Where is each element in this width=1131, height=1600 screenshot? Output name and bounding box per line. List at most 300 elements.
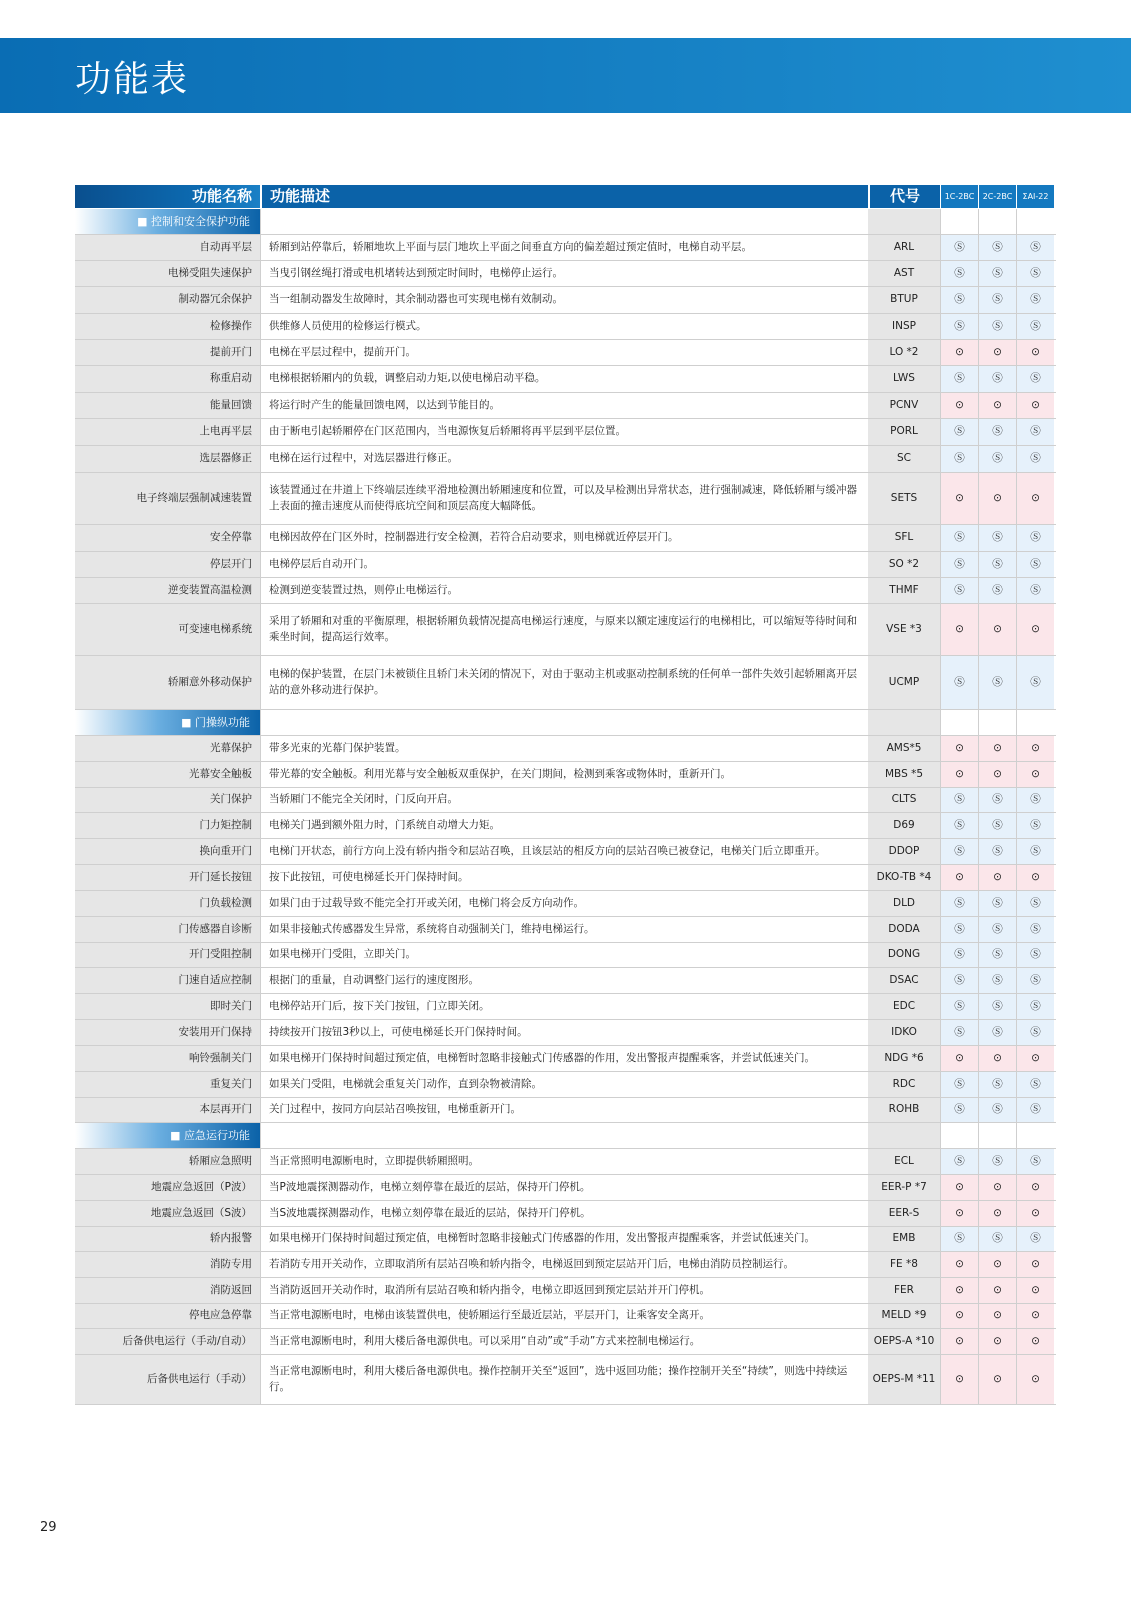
standard-mark-icon: Ⓢ: [978, 446, 1016, 472]
function-description: 电梯关门遇到额外阻力时，门系统自动增大力矩。: [260, 813, 868, 838]
function-description: 按下此按钮，可使电梯延长开门保持时间。: [260, 865, 868, 890]
function-code: BTUP: [868, 287, 940, 313]
table-row: [75, 366, 1056, 393]
function-name: 消防专用: [75, 1252, 260, 1277]
function-description: 如果电梯开门保持时间超过预定值，电梯暂时忽略非接触式门传感器的作用，发出警报声提醒乘客，并尝试低速关门。: [260, 1227, 868, 1251]
table-row: [75, 1252, 1056, 1278]
function-description: 电梯停站开门后，按下关门按钮，门立即关闭。: [260, 994, 868, 1019]
optional-mark-icon: ⊙: [978, 736, 1016, 761]
optional-mark-icon: ⊙: [1016, 762, 1054, 787]
table-row: [75, 1046, 1056, 1072]
function-description: 如果门由于过载导致不能完全打开或关闭，电梯门将会反方向动作。: [260, 891, 868, 916]
standard-mark-icon: Ⓢ: [1016, 788, 1054, 812]
standard-mark-icon: Ⓢ: [1016, 578, 1054, 603]
function-code: AST: [868, 261, 940, 286]
function-name: 门传感器自诊断: [75, 917, 260, 942]
function-description: 当一组制动器发生故障时，其余制动器也可实现电梯有效制动。: [260, 287, 868, 313]
function-code: ECL: [868, 1149, 940, 1174]
function-description: 电梯门开状态，前行方向上没有轿内指令和层站召唤，且该层站的相反方向的层站召唤已被登记，电梯关门后立即重开。: [260, 839, 868, 864]
table-row: [75, 788, 1056, 813]
optional-mark-icon: ⊙: [1016, 393, 1054, 418]
standard-mark-icon: Ⓢ: [940, 839, 978, 864]
function-description: 采用了轿厢和对重的平衡原理，根据轿厢负载情况提高电梯运行速度，与原来以额定速度运行的电梯相比，可以缩短等待时间和乘坐时间，提高运行效率。: [260, 604, 868, 655]
standard-mark-icon: Ⓢ: [1016, 1227, 1054, 1251]
function-name: 轿厢应急照明: [75, 1149, 260, 1174]
standard-mark-icon: Ⓢ: [940, 578, 978, 603]
table-row: [75, 261, 1056, 287]
section-blank: [1016, 1123, 1054, 1148]
optional-mark-icon: ⊙: [1016, 736, 1054, 761]
function-code: OEPS-A *10: [868, 1329, 940, 1354]
optional-mark-icon: ⊙: [940, 1355, 978, 1404]
optional-mark-icon: ⊙: [978, 1046, 1016, 1071]
function-name: 提前开门: [75, 340, 260, 365]
function-description: 当P波地震探测器动作，电梯立刻停靠在最近的层站，保持开门停机。: [260, 1175, 868, 1200]
section-header: [75, 710, 1056, 736]
function-description: 如果电梯开门受阻，立即关门。: [260, 943, 868, 967]
table-row: [75, 891, 1056, 917]
function-name: 开门受阻控制: [75, 943, 260, 967]
section-blank: [1016, 209, 1054, 234]
function-name: 检修操作: [75, 314, 260, 339]
function-code: DKO-TB *4: [868, 865, 940, 890]
standard-mark-icon: Ⓢ: [1016, 235, 1054, 260]
function-description: 供维修人员使用的检修运行模式。: [260, 314, 868, 339]
function-description: 当轿厢门不能完全关闭时，门反向开启。: [260, 788, 868, 812]
section-header: [75, 1123, 1056, 1149]
standard-mark-icon: Ⓢ: [940, 788, 978, 812]
table-row: [75, 1175, 1056, 1201]
function-name: 响铃强制关门: [75, 1046, 260, 1071]
header-model-3: ΣAI-22: [1016, 185, 1054, 208]
function-description: 关门过程中，按同方向层站召唤按钮，电梯重新开门。: [260, 1098, 868, 1122]
function-description: 当曳引钢丝绳打滑或电机堵转达到预定时间时，电梯停止运行。: [260, 261, 868, 286]
function-code: DSAC: [868, 968, 940, 993]
function-name: 本层再开门: [75, 1098, 260, 1122]
function-description: 检测到逆变装置过热，则停止电梯运行。: [260, 578, 868, 603]
standard-mark-icon: Ⓢ: [940, 419, 978, 445]
standard-mark-icon: Ⓢ: [1016, 552, 1054, 577]
standard-mark-icon: Ⓢ: [940, 314, 978, 339]
table-row: [75, 917, 1056, 943]
function-code: SETS: [868, 473, 940, 524]
function-code: LO *2: [868, 340, 940, 365]
standard-mark-icon: Ⓢ: [978, 366, 1016, 392]
optional-mark-icon: ⊙: [1016, 1201, 1054, 1226]
standard-mark-icon: Ⓢ: [1016, 314, 1054, 339]
table-row: [75, 1304, 1056, 1329]
standard-mark-icon: Ⓢ: [940, 994, 978, 1019]
function-code: PCNV: [868, 393, 940, 418]
optional-mark-icon: ⊙: [1016, 604, 1054, 655]
optional-mark-icon: ⊙: [940, 393, 978, 418]
function-description: 当正常照明电源断电时，立即提供轿厢照明。: [260, 1149, 868, 1174]
function-code: DLD: [868, 891, 940, 916]
standard-mark-icon: Ⓢ: [940, 287, 978, 313]
standard-mark-icon: Ⓢ: [978, 1020, 1016, 1045]
table-row: [75, 1098, 1056, 1123]
standard-mark-icon: Ⓢ: [1016, 994, 1054, 1019]
function-name: 关门保护: [75, 788, 260, 812]
section-blank: [978, 1123, 1016, 1148]
table-row: [75, 525, 1056, 552]
optional-mark-icon: ⊙: [1016, 1304, 1054, 1328]
function-code: FER: [868, 1278, 940, 1303]
optional-mark-icon: ⊙: [940, 604, 978, 655]
table-row: [75, 473, 1056, 525]
function-code: THMF: [868, 578, 940, 603]
standard-mark-icon: Ⓢ: [1016, 656, 1054, 709]
function-description: 当正常电源断电时，电梯由该装置供电，使轿厢运行至最近层站，平层开门，让乘客安全离开。: [260, 1304, 868, 1328]
optional-mark-icon: ⊙: [978, 1175, 1016, 1200]
standard-mark-icon: Ⓢ: [1016, 287, 1054, 313]
function-code: ARL: [868, 235, 940, 260]
optional-mark-icon: ⊙: [1016, 1278, 1054, 1303]
function-code: IDKO: [868, 1020, 940, 1045]
function-code: NDG *6: [868, 1046, 940, 1071]
optional-mark-icon: ⊙: [1016, 1175, 1054, 1200]
section-blank: [260, 1123, 868, 1148]
table-row: [75, 1278, 1056, 1304]
optional-mark-icon: ⊙: [940, 1252, 978, 1277]
optional-mark-icon: ⊙: [1016, 1252, 1054, 1277]
header-model-2: 2C-2BC: [978, 185, 1016, 208]
standard-mark-icon: Ⓢ: [978, 235, 1016, 260]
standard-mark-icon: Ⓢ: [978, 525, 1016, 551]
function-code: UCMP: [868, 656, 940, 709]
table-header: [75, 185, 1056, 209]
optional-mark-icon: ⊙: [1016, 865, 1054, 890]
function-name: 门负载检测: [75, 891, 260, 916]
standard-mark-icon: Ⓢ: [978, 314, 1016, 339]
optional-mark-icon: ⊙: [1016, 1046, 1054, 1071]
standard-mark-icon: Ⓢ: [1016, 968, 1054, 993]
standard-mark-icon: Ⓢ: [978, 552, 1016, 577]
standard-mark-icon: Ⓢ: [940, 656, 978, 709]
page-title: 功能表: [75, 59, 190, 100]
standard-mark-icon: Ⓢ: [940, 525, 978, 551]
function-code: EER-P *7: [868, 1175, 940, 1200]
function-name: 后备供电运行（手动/自动）: [75, 1329, 260, 1354]
table-row: [75, 446, 1056, 473]
optional-mark-icon: ⊙: [978, 1355, 1016, 1404]
standard-mark-icon: Ⓢ: [978, 839, 1016, 864]
standard-mark-icon: Ⓢ: [978, 656, 1016, 709]
standard-mark-icon: Ⓢ: [978, 968, 1016, 993]
standard-mark-icon: Ⓢ: [1016, 891, 1054, 916]
standard-mark-icon: Ⓢ: [940, 1227, 978, 1251]
standard-mark-icon: Ⓢ: [1016, 1020, 1054, 1045]
function-description: 由于断电引起轿厢停在门区范围内，当电源恢复后轿厢将再平层到平层位置。: [260, 419, 868, 445]
optional-mark-icon: ⊙: [978, 1252, 1016, 1277]
section-blank: [940, 209, 978, 234]
standard-mark-icon: Ⓢ: [978, 917, 1016, 942]
function-name: 制动器冗余保护: [75, 287, 260, 313]
optional-mark-icon: ⊙: [978, 865, 1016, 890]
standard-mark-icon: Ⓢ: [978, 891, 1016, 916]
function-description: 如果非接触式传感器发生异常，系统将自动强制关门，维持电梯运行。: [260, 917, 868, 942]
function-name: 开门延长按钮: [75, 865, 260, 890]
section-blank: [978, 209, 1016, 234]
optional-mark-icon: ⊙: [978, 762, 1016, 787]
header-code: 代号: [868, 185, 940, 208]
standard-mark-icon: Ⓢ: [940, 1020, 978, 1045]
section-blank: [1016, 710, 1054, 735]
standard-mark-icon: Ⓢ: [940, 1098, 978, 1122]
function-description: 如果关门受阻，电梯就会重复关门动作，直到杂物被清除。: [260, 1072, 868, 1097]
title-banner: [0, 38, 1131, 113]
standard-mark-icon: Ⓢ: [978, 788, 1016, 812]
standard-mark-icon: Ⓢ: [978, 994, 1016, 1019]
standard-mark-icon: Ⓢ: [940, 1072, 978, 1097]
function-description: 轿厢到站停靠后，轿厢地坎上平面与层门地坎上平面之间垂直方向的偏差超过预定值时，电梯自动平层。: [260, 235, 868, 260]
function-code: DDOP: [868, 839, 940, 864]
table-row: [75, 943, 1056, 968]
table-row: [75, 235, 1056, 261]
function-description: 带多光束的光幕门保护装置。: [260, 736, 868, 761]
optional-mark-icon: ⊙: [940, 762, 978, 787]
table-row: [75, 1020, 1056, 1046]
section-header: [75, 209, 1056, 235]
function-code: MBS *5: [868, 762, 940, 787]
standard-mark-icon: Ⓢ: [978, 287, 1016, 313]
function-description: 将运行时产生的能量回馈电网，以达到节能目的。: [260, 393, 868, 418]
standard-mark-icon: Ⓢ: [940, 446, 978, 472]
function-code: SO *2: [868, 552, 940, 577]
standard-mark-icon: Ⓢ: [940, 943, 978, 967]
table-row: [75, 1329, 1056, 1355]
header-name: 功能名称: [75, 185, 260, 208]
section-blank: [868, 1123, 940, 1148]
function-name: 电梯受阻失速保护: [75, 261, 260, 286]
table-row: [75, 1201, 1056, 1227]
function-name: 后备供电运行（手动）: [75, 1355, 260, 1404]
function-name: 安全停靠: [75, 525, 260, 551]
optional-mark-icon: ⊙: [940, 340, 978, 365]
optional-mark-icon: ⊙: [940, 1304, 978, 1328]
function-name: 换向重开门: [75, 839, 260, 864]
standard-mark-icon: Ⓢ: [940, 813, 978, 838]
function-code: SC: [868, 446, 940, 472]
optional-mark-icon: ⊙: [940, 865, 978, 890]
optional-mark-icon: ⊙: [978, 1201, 1016, 1226]
table-row: [75, 865, 1056, 891]
table-row: [75, 762, 1056, 788]
function-name: 停层开门: [75, 552, 260, 577]
function-name: 选层器修正: [75, 446, 260, 472]
function-description: 若消防专用开关动作，立即取消所有层站召唤和轿内指令，电梯返回到预定层站开门后，电梯由消防员控制运行。: [260, 1252, 868, 1277]
optional-mark-icon: ⊙: [1016, 473, 1054, 524]
function-code: MELD *9: [868, 1304, 940, 1328]
optional-mark-icon: ⊙: [978, 393, 1016, 418]
standard-mark-icon: Ⓢ: [978, 419, 1016, 445]
table-row: [75, 393, 1056, 419]
page-number: 29: [40, 1520, 57, 1535]
optional-mark-icon: ⊙: [940, 1278, 978, 1303]
function-name: 即时关门: [75, 994, 260, 1019]
function-description: 当消防返回开关动作时，取消所有层站召唤和轿内指令，电梯立即返回到预定层站并开门停机。: [260, 1278, 868, 1303]
function-description: 电梯在平层过程中，提前开门。: [260, 340, 868, 365]
function-description: 当正常电源断电时，利用大楼后备电源供电。操作控制开关至“返回”，选中返回功能；操作控制开关至“持续”，则选中持续运行。: [260, 1355, 868, 1404]
standard-mark-icon: Ⓢ: [978, 813, 1016, 838]
function-code: VSE *3: [868, 604, 940, 655]
table-row: [75, 839, 1056, 865]
section-blank: [940, 1123, 978, 1148]
optional-mark-icon: ⊙: [940, 1175, 978, 1200]
standard-mark-icon: Ⓢ: [940, 891, 978, 916]
standard-mark-icon: Ⓢ: [940, 235, 978, 260]
function-description: 带光幕的安全触板。利用光幕与安全触板双重保护，在关门期间，检测到乘客或物体时，重新开门。: [260, 762, 868, 787]
section-blank: [868, 209, 940, 234]
table-row: [75, 656, 1056, 710]
standard-mark-icon: Ⓢ: [1016, 261, 1054, 286]
section-blank: [260, 209, 868, 234]
section-title: ■ 控制和安全保护功能: [75, 209, 260, 234]
optional-mark-icon: ⊙: [978, 1304, 1016, 1328]
table-row: [75, 287, 1056, 314]
section-blank: [868, 710, 940, 735]
standard-mark-icon: Ⓢ: [1016, 813, 1054, 838]
standard-mark-icon: Ⓢ: [1016, 446, 1054, 472]
function-name: 消防返回: [75, 1278, 260, 1303]
function-name: 电子终端层强制减速装置: [75, 473, 260, 524]
standard-mark-icon: Ⓢ: [940, 552, 978, 577]
function-code: LWS: [868, 366, 940, 392]
section-blank: [978, 710, 1016, 735]
function-name: 门速自适应控制: [75, 968, 260, 993]
function-name: 光幕安全触板: [75, 762, 260, 787]
function-description: 如果电梯开门保持时间超过预定值，电梯暂时忽略非接触式门传感器的作用，发出警报声提醒乘客，并尝试低速关门。: [260, 1046, 868, 1071]
function-code: EMB: [868, 1227, 940, 1251]
function-code: AMS*5: [868, 736, 940, 761]
optional-mark-icon: ⊙: [1016, 1329, 1054, 1354]
optional-mark-icon: ⊙: [940, 1046, 978, 1071]
function-description: 持续按开门按钮3秒以上，可使电梯延长开门保持时间。: [260, 1020, 868, 1045]
function-name: 轿厢意外移动保护: [75, 656, 260, 709]
optional-mark-icon: ⊙: [978, 1278, 1016, 1303]
function-code: CLTS: [868, 788, 940, 812]
function-description: 当S波地震探测器动作，电梯立刻停靠在最近的层站，保持开门停机。: [260, 1201, 868, 1226]
standard-mark-icon: Ⓢ: [1016, 917, 1054, 942]
table-row: [75, 1355, 1056, 1405]
function-code: DODA: [868, 917, 940, 942]
function-description: 根据门的重量，自动调整门运行的速度图形。: [260, 968, 868, 993]
function-code: PORL: [868, 419, 940, 445]
standard-mark-icon: Ⓢ: [1016, 1072, 1054, 1097]
function-name: 重复关门: [75, 1072, 260, 1097]
table-row: [75, 968, 1056, 994]
function-description: 该装置通过在井道上下终端层连续平滑地检测出轿厢速度和位置，可以及早检测出异常状态，进行强制减速，降低轿厢与缓冲器上表面的撞击速度从而使得底坑空间和顶层高度大幅降低。: [260, 473, 868, 524]
optional-mark-icon: ⊙: [940, 1329, 978, 1354]
standard-mark-icon: Ⓢ: [1016, 525, 1054, 551]
table-row: [75, 1072, 1056, 1098]
optional-mark-icon: ⊙: [1016, 340, 1054, 365]
optional-mark-icon: ⊙: [978, 604, 1016, 655]
function-description: 电梯的保护装置，在层门未被锁住且轿门未关闭的情况下，对由于驱动主机或驱动控制系统的任何单一部件失效引起轿厢离开层站的意外移动进行保护。: [260, 656, 868, 709]
optional-mark-icon: ⊙: [978, 1329, 1016, 1354]
function-description: 电梯在运行过程中，对选层器进行修正。: [260, 446, 868, 472]
function-code: FE *8: [868, 1252, 940, 1277]
standard-mark-icon: Ⓢ: [1016, 1149, 1054, 1174]
function-code: EER-S: [868, 1201, 940, 1226]
function-code: OEPS-M *11: [868, 1355, 940, 1404]
standard-mark-icon: Ⓢ: [940, 366, 978, 392]
table-row: [75, 340, 1056, 366]
standard-mark-icon: Ⓢ: [1016, 943, 1054, 967]
optional-mark-icon: ⊙: [1016, 1355, 1054, 1404]
function-name: 逆变装置高温检测: [75, 578, 260, 603]
optional-mark-icon: ⊙: [978, 340, 1016, 365]
function-code: SFL: [868, 525, 940, 551]
standard-mark-icon: Ⓢ: [940, 968, 978, 993]
function-code: D69: [868, 813, 940, 838]
table-row: [75, 994, 1056, 1020]
function-name: 光幕保护: [75, 736, 260, 761]
function-name: 自动再平层: [75, 235, 260, 260]
standard-mark-icon: Ⓢ: [1016, 839, 1054, 864]
function-table: [75, 185, 1056, 1405]
function-code: INSP: [868, 314, 940, 339]
header-model-1: 1C-2BC: [940, 185, 978, 208]
table-row: [75, 1227, 1056, 1252]
section-blank: [940, 710, 978, 735]
standard-mark-icon: Ⓢ: [1016, 366, 1054, 392]
standard-mark-icon: Ⓢ: [978, 578, 1016, 603]
standard-mark-icon: Ⓢ: [1016, 1098, 1054, 1122]
optional-mark-icon: ⊙: [940, 473, 978, 524]
standard-mark-icon: Ⓢ: [978, 943, 1016, 967]
header-desc: 功能描述: [260, 185, 868, 208]
table-row: [75, 314, 1056, 340]
standard-mark-icon: Ⓢ: [940, 1149, 978, 1174]
function-code: DONG: [868, 943, 940, 967]
optional-mark-icon: ⊙: [978, 473, 1016, 524]
function-description: 电梯因故停在门区外时，控制器进行安全检测，若符合启动要求，则电梯就近停层开门。: [260, 525, 868, 551]
section-title: ■ 应急运行功能: [75, 1123, 260, 1148]
standard-mark-icon: Ⓢ: [978, 1227, 1016, 1251]
function-name: 称重启动: [75, 366, 260, 392]
function-name: 上电再平层: [75, 419, 260, 445]
table-row: [75, 578, 1056, 604]
function-name: 可变速电梯系统: [75, 604, 260, 655]
function-description: 当正常电源断电时，利用大楼后备电源供电。可以采用“自动”或“手动”方式来控制电梯运行。: [260, 1329, 868, 1354]
function-name: 地震应急返回（P波）: [75, 1175, 260, 1200]
function-name: 停电应急停靠: [75, 1304, 260, 1328]
table-row: [75, 1149, 1056, 1175]
function-name: 能量回馈: [75, 393, 260, 418]
function-description: 电梯停层后自动开门。: [260, 552, 868, 577]
table-row: [75, 813, 1056, 839]
table-row: [75, 604, 1056, 656]
standard-mark-icon: Ⓢ: [978, 1098, 1016, 1122]
section-title: ■ 门操纵功能: [75, 710, 260, 735]
function-code: EDC: [868, 994, 940, 1019]
table-row: [75, 419, 1056, 446]
standard-mark-icon: Ⓢ: [940, 261, 978, 286]
function-name: 轿内报警: [75, 1227, 260, 1251]
standard-mark-icon: Ⓢ: [978, 261, 1016, 286]
standard-mark-icon: Ⓢ: [978, 1149, 1016, 1174]
standard-mark-icon: Ⓢ: [978, 1072, 1016, 1097]
function-name: 地震应急返回（S波）: [75, 1201, 260, 1226]
standard-mark-icon: Ⓢ: [940, 917, 978, 942]
function-name: 安装用开门保持: [75, 1020, 260, 1045]
function-code: ROHB: [868, 1098, 940, 1122]
table-row: [75, 552, 1056, 578]
function-description: 电梯根据轿厢内的负载，调整启动力矩,以使电梯启动平稳。: [260, 366, 868, 392]
table-row: [75, 736, 1056, 762]
optional-mark-icon: ⊙: [940, 736, 978, 761]
